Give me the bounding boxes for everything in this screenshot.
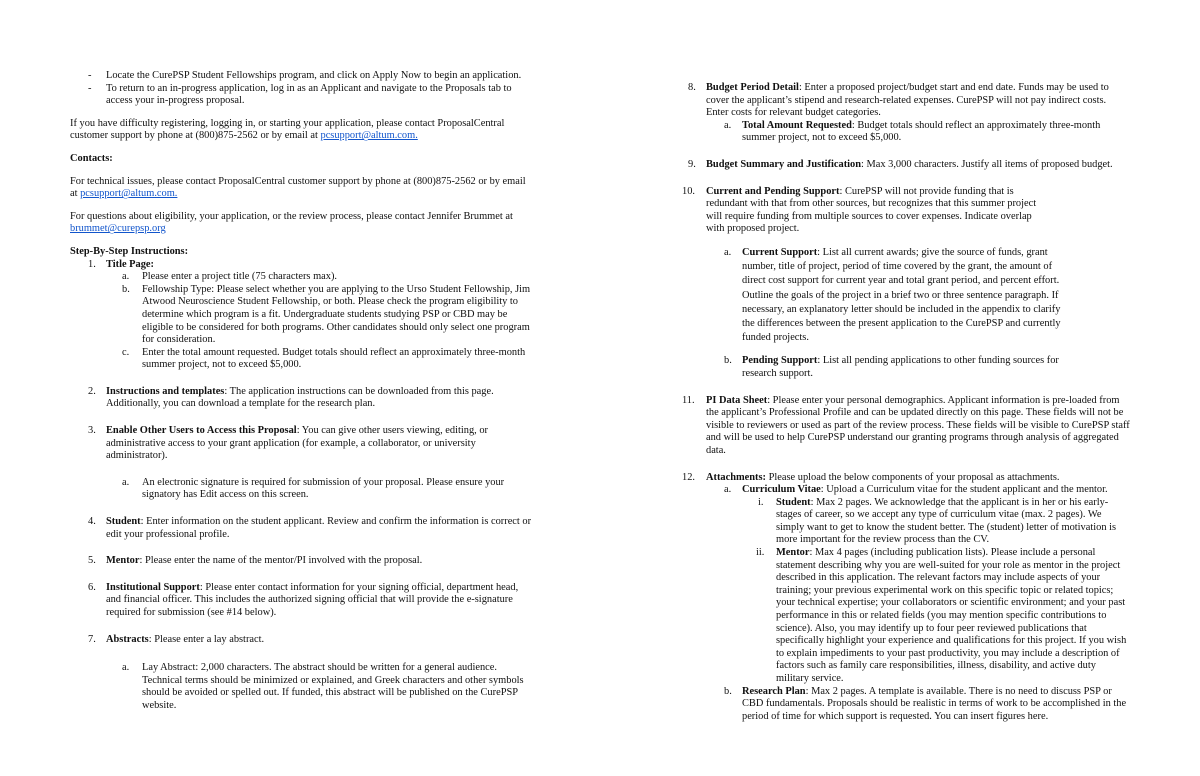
sub-title: Curriculum Vitae — [742, 484, 821, 496]
technical-paragraph — [70, 176, 532, 201]
bullet-marker: - — [88, 82, 92, 94]
step-text: : Please enter the name of the mentor/PI involved with the proposal. — [139, 555, 423, 567]
step-number: 11. — [682, 394, 695, 406]
step-9 — [688, 159, 1131, 172]
step-10 — [682, 185, 1131, 236]
step-title: Abstracts — [106, 633, 149, 645]
step-10-b — [688, 355, 1131, 380]
left-column — [70, 70, 532, 713]
contacts-heading: Contacts: — [70, 152, 113, 164]
step-title: PI Data Sheet — [706, 394, 768, 406]
difficulty-text: If you have difficulty registering, logging in, or starting your application, please contact ProposalCentral customer support by phone at (800)875-2562 or by email at — [70, 117, 505, 142]
step-2 — [70, 386, 532, 411]
step-8 — [688, 82, 1131, 120]
step-number: 3. — [88, 425, 96, 437]
sub-text: Please enter a project title (75 characters max). — [142, 271, 338, 283]
sub-marker: a. — [122, 476, 130, 488]
step-text: : Please enter contact information for your signing official, department head, and financial officer. This includes the authorized signing official that will provide the e-signature required for submission (see #14 below). — [106, 581, 519, 618]
step-text: : Enter information on the student applicant. Review and confirm the information is correct or edit your professional profile. — [106, 516, 532, 540]
sub-title: Current Support — [742, 246, 818, 258]
sub-marker: c. — [122, 346, 130, 358]
step-text: : CurePSP will not provide funding that is redundant with that from other sources, but recognizes that this summer project will require funding from multiple sources to cover expenses. Indicate overlap with proposed project. — [706, 185, 1037, 235]
step-10-a — [688, 246, 1131, 345]
sub-marker: a. — [724, 484, 732, 496]
step-1-a — [70, 271, 532, 284]
step-title: Attachments: — [706, 471, 767, 483]
step-text: : The application instructions can be downloaded from this page. Additionally, you can download a template for the research plan. — [106, 385, 494, 410]
bullet-marker: - — [88, 70, 92, 81]
step-title: Budget Summary and Justification — [706, 158, 862, 170]
sub-text: : Max 2 pages. We acknowledge that the applicant is in her or his early-stages of career, so we accept any type of curriculum vitae (max. 2 pages). We simply want to get to know the student better. The (student) letter of motivation is more important for the review process than the CV. — [776, 496, 1117, 546]
step-number: 8. — [688, 82, 696, 93]
eligibility-email-link[interactable]: brummet@curepsp.org — [70, 223, 166, 235]
right-column — [682, 82, 1131, 723]
eligibility-text: For questions about eligibility, your application, or the review process, please contact Jennifer Brummet at — [70, 210, 513, 222]
step-7-a — [70, 662, 532, 712]
difficulty-paragraph — [70, 118, 532, 143]
sub-text: : Upload a Curriculum vitae for the student applicant and the mentor. — [820, 484, 1108, 496]
step-title: Title Page: — [106, 258, 154, 270]
step-title: Instructions and templates — [106, 385, 225, 397]
sub-marker: a. — [122, 271, 130, 283]
step-text: : Max 3,000 characters. Justify all items of proposed budget. — [861, 158, 1113, 170]
eligibility-paragraph — [70, 211, 532, 236]
step-text: : Enter a proposed project/budget start and end date. Funds may be used to cover the applicant’s stipend and research-related expenses. CurePSP will not pay indirect costs. Enter costs for relevant budget categories. — [706, 82, 1109, 119]
step-1 — [70, 259, 532, 272]
sub-marker: a. — [122, 662, 130, 674]
sub-marker: ii. — [756, 547, 765, 559]
step-6 — [70, 582, 532, 620]
step-4 — [70, 516, 532, 541]
step-1-c — [70, 347, 532, 372]
sub-text: Lay Abstract: 2,000 characters. The abstract should be written for a general audience. Technical terms should be minimized or explained, and Greek characters and other symbols should be avoided or spelled out. If funded, this abstract will be published on the CurePSP website. — [142, 662, 524, 711]
step-number: 5. — [88, 555, 96, 567]
step-text: : Please enter your personal demographics. Applicant information is pre-loaded from the applicant’s Professional Profile and can be updated directly on this page. These fields will not be visible to reviewers or used as part of the review process. These fields will be visible to CurePSP staff and will be used to help CurePSP understand our granting programs through analysis of aggregated data. — [706, 394, 1130, 456]
step-5 — [70, 555, 532, 568]
support-email-link[interactable]: pcsupport@altum.com. — [320, 130, 418, 142]
step-1-b — [70, 284, 532, 347]
bullet-text: Locate the CurePSP Student Fellowships program, and click on Apply Now to begin an application. — [106, 70, 522, 81]
step-number: 7. — [88, 633, 96, 645]
step-title: Enable Other Users to Access this Proposal — [106, 425, 297, 437]
step-text: : You can give other users viewing, editing, or administrative access to your grant application (for example, a collaborator, or university administrator). — [106, 425, 489, 462]
bullet-return — [70, 83, 532, 108]
step-12 — [682, 471, 1131, 485]
step-number: 12. — [682, 471, 695, 483]
sub-marker: i. — [758, 496, 764, 508]
step-12-b — [688, 686, 1131, 724]
step-3 — [70, 425, 532, 463]
step-title: Budget Period Detail — [706, 82, 799, 93]
step-11 — [682, 394, 1131, 458]
step-title: Student — [106, 516, 141, 528]
sub-text: : List all current awards; give the source of funds, grant number, title of project, period of time covered by the grant, the amount of direct cost support for current year and total grant period, and percent effort. Outline the goals of the project in a brief two or three sentence paragraph. If necessary, an explanatory letter should be included in the appendix to clarify the differences between the present application to the CurePSP and currently funded projects. — [742, 246, 1061, 344]
step-3-a — [70, 477, 532, 502]
sub-marker: b. — [724, 685, 732, 697]
sub-marker: b. — [724, 355, 732, 367]
step-text: Please upload the below components of your proposal as attachments. — [766, 471, 1060, 483]
sub-title: Research Plan — [742, 685, 806, 697]
step-title: Mentor — [106, 555, 140, 567]
sub-title: Total Amount Requested — [742, 119, 852, 131]
sub-title: Pending Support — [742, 355, 818, 367]
step-number: 2. — [88, 385, 96, 397]
step-12-a-i — [688, 497, 1131, 547]
sub-text: : Budget totals should reflect an approximately three-month summer project, not to exceed $5,000. — [742, 119, 1101, 144]
sub-text: Fellowship Type: Please select whether you are applying to the Urso Student Fellowship, Jim Atwood Neuroscience Student Fellowship, or both. Please check the program eligibility to determine which program is a fit. Undergraduate students studying PSP or CBD may be eligible to be considered for both programs. Other candidates should only select one program for consideration. — [142, 283, 531, 346]
step-number: 6. — [88, 581, 96, 593]
sub-text: An electronic signature is required for submission of your proposal. Please ensure your signatory has Edit access on this screen. — [142, 476, 505, 501]
step-7 — [70, 634, 532, 647]
step-number: 4. — [88, 516, 96, 528]
sub-marker: a. — [724, 119, 732, 131]
steps-heading: Step-By-Step Instructions: — [70, 245, 189, 257]
step-title: Institutional Support — [106, 581, 200, 593]
sub-text: Enter the total amount requested. Budget totals should reflect an approximately three-month summer project, not to exceed $5,000. — [142, 346, 526, 371]
technical-text: For technical issues, please contact ProposalCentral customer support by phone at (800)875-2562 or by email at — [70, 175, 526, 200]
step-number: 9. — [688, 158, 696, 170]
step-text: : Please enter a lay abstract. — [148, 633, 265, 645]
right-page — [600, 0, 1200, 776]
step-number: 1. — [88, 258, 96, 270]
sub-text: : Max 4 pages (including publication lists). Please include a personal statement describing why you are well-suited for your role as mentor in the project described in this application. The relevant factors may include aspects of your training; your previous experimental work on this specific topic or related topics; your technical expertise; your collaborators or scientific environment; and your past performance in this or related fields (you may mention specific contributions to science). Also, you may identify up to four peer reviewed publications that specifically highlight your experience and qualifications for this project. If you wish to explain impediments to your past productivity, you may include a description of factors such as family care responsibilities, illness, disability, and active duty military service. — [776, 547, 1127, 685]
sub-title: Student — [776, 496, 811, 508]
sub-text: : List all pending applications to other funding sources for research support. — [742, 355, 1059, 379]
sub-marker: b. — [122, 283, 130, 295]
step-title: Current and Pending Support — [706, 185, 840, 197]
bullet-locate — [70, 70, 532, 83]
technical-email-link[interactable]: pcsupport@altum.com. — [80, 188, 178, 200]
step-12-a-ii — [688, 547, 1131, 686]
step-number: 10. — [682, 185, 695, 197]
sub-marker: a. — [724, 246, 732, 258]
bullet-text: To return to an in-progress application, log in as an Applicant and navigate to the Proposals tab to access your in-progress proposal. — [106, 82, 512, 107]
step-12-a — [688, 484, 1131, 497]
sub-text: : Max 2 pages. A template is available. There is no need to discuss PSP or CBD fundamentals. Proposals should be realistic in terms of work to be accomplished in the period of time for which support is requested. You can insert figures here. — [742, 685, 1127, 722]
step-8-a — [688, 120, 1131, 145]
sub-title: Mentor — [776, 547, 810, 559]
